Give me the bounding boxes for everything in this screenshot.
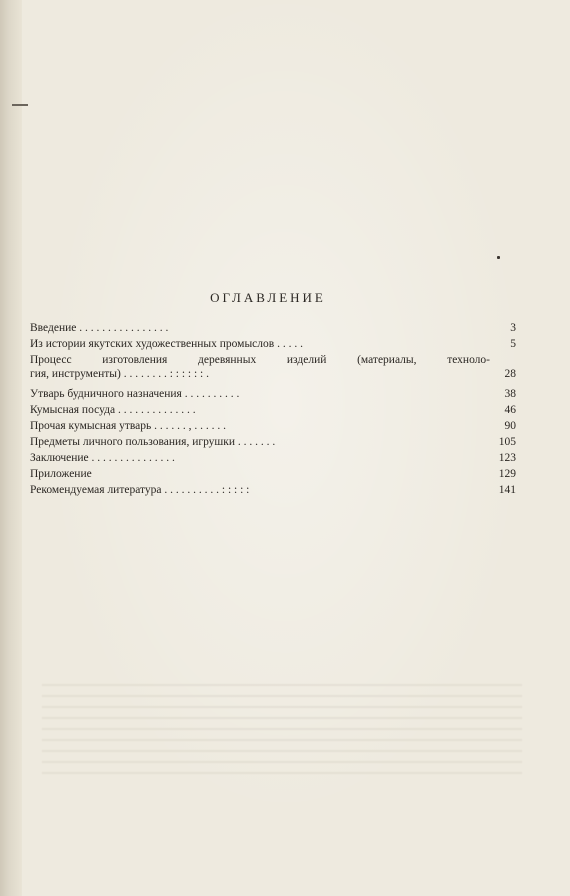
toc-entry-leader: . . . . . . . . . . . . . .: [115, 404, 196, 416]
toc-entry-appendix[interactable]: [30, 466, 516, 482]
toc-entry-page: 28: [504, 368, 516, 380]
toc-entry-page: 123: [498, 452, 516, 464]
toc-entry-page: 46: [504, 404, 516, 416]
toc-entry-history[interactable]: [30, 336, 516, 352]
toc-entry-other-kumys-utensils[interactable]: [30, 418, 516, 434]
toc-entry-leader: . . . . . . .: [235, 436, 276, 448]
table-of-contents: [30, 320, 516, 498]
toc-entry-page: 141: [498, 484, 516, 496]
toc-entry-everyday-utensils[interactable]: [30, 386, 516, 402]
toc-entry-introduction[interactable]: [30, 320, 516, 336]
toc-entry-title: Утварь будничного назначения: [30, 388, 182, 400]
bleed-through-text: [42, 684, 522, 774]
toc-entry-title-line2: гия, инструменты): [30, 368, 121, 380]
toc-entry-leader: . . . . . . . . : : : : : : .: [120, 368, 209, 380]
toc-entry-title: Предметы личного пользования, игрушки: [30, 436, 236, 448]
toc-entry-process[interactable]: [30, 352, 516, 386]
toc-entry-literature[interactable]: [30, 482, 516, 498]
toc-entry-kumys-dishes[interactable]: [30, 402, 516, 418]
toc-heading: ОГЛАВЛЕНИЕ: [210, 290, 326, 305]
toc-entry-page: 105: [498, 436, 516, 448]
toc-entry-page: 3: [510, 322, 516, 334]
toc-entry-title: Введение: [30, 322, 77, 334]
toc-entry-title: Кумысная посуда: [30, 404, 116, 416]
toc-entry-title: Приложение: [30, 468, 92, 480]
toc-entry-page: 90: [504, 420, 516, 432]
toc-entry-conclusion[interactable]: [30, 450, 516, 466]
toc-entry-leader: . . . . . . . . . . . . . . .: [88, 452, 175, 464]
book-spine: [0, 0, 22, 896]
toc-entry-leader: . . . . . . , . . . . . .: [151, 420, 227, 432]
toc-entry-leader: . . . . . . . . . . . . . . . .: [76, 322, 169, 334]
toc-entry-page: 38: [504, 388, 516, 400]
toc-entry-leader: . . . . . . . . . . : : : : :: [161, 484, 250, 496]
toc-entry-title: Рекомендуемая литература: [30, 484, 162, 496]
toc-entry-page: 129: [498, 468, 516, 480]
toc-entry-leader: . . . . . . . . . .: [181, 388, 240, 400]
toc-entry-title: Прочая кумысная утварь: [30, 420, 152, 432]
toc-entry-title: Из истории якутских художественных промыслов: [30, 338, 275, 350]
toc-entry-page: 5: [510, 338, 516, 350]
toc-entry-title-line1: Процесс изготовления деревянных изделий (материалы, техноло-: [30, 354, 490, 366]
toc-entry-title: Заключение: [30, 452, 89, 464]
toc-entry-leader: . . . . .: [274, 338, 303, 350]
spine-mark: [12, 104, 28, 106]
toc-entry-personal-items[interactable]: [30, 434, 516, 450]
ink-speck: [497, 256, 500, 259]
